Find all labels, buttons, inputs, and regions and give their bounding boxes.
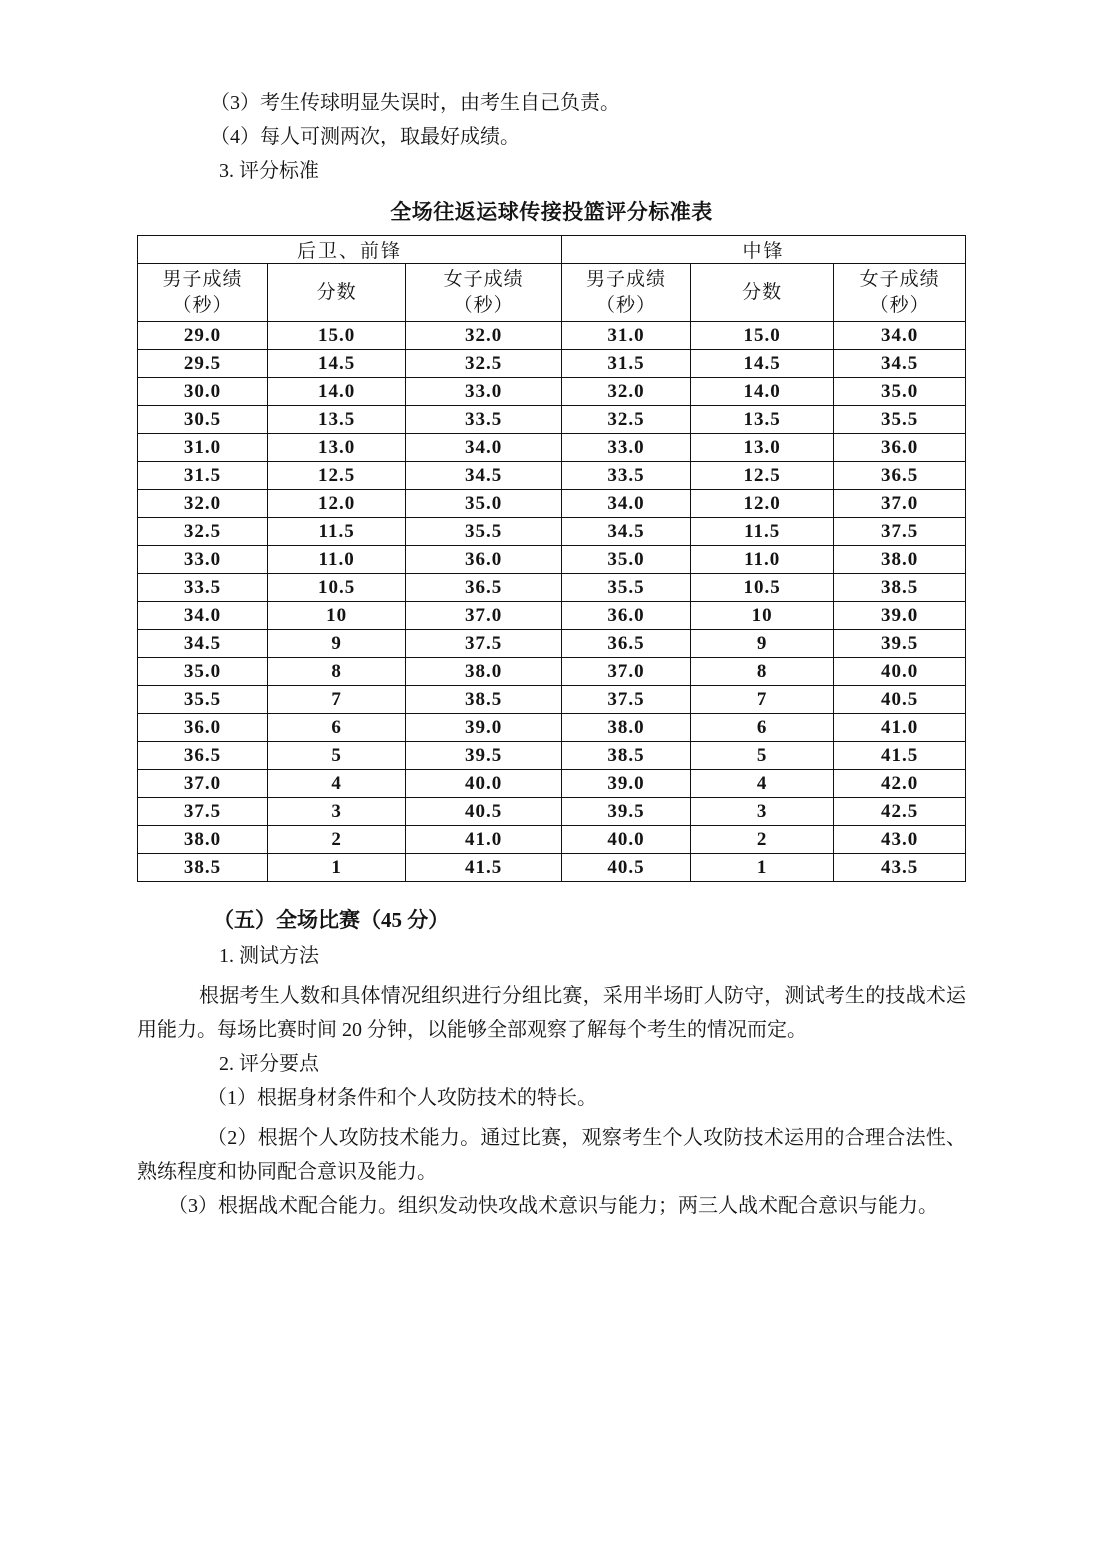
point-item-2: （2）根据个人攻防技术能力。通过比赛，观察考生个人攻防技术运用的合理合法性、熟练程度和协同配合意识及能力。 [137,1127,966,1183]
score-cell: 36.5 [834,462,966,490]
table-row [138,770,966,798]
score-cell: 33.5 [406,406,562,434]
score-cell: 40.5 [561,854,690,882]
column-header-men-score-2 [561,264,690,322]
score-cell: 33.0 [138,546,268,574]
score-cell: 35.5 [834,406,966,434]
score-cell: 9 [267,630,405,658]
score-cell: 38.0 [834,546,966,574]
score-cell: 32.0 [406,322,562,350]
column-header-text: 女子成绩 [443,268,524,290]
score-cell: 12.0 [691,490,834,518]
table-row [138,322,966,350]
score-cell: 34.0 [561,490,690,518]
score-cell: 40.5 [406,798,562,826]
score-cell: 14.0 [691,378,834,406]
score-cell: 38.5 [561,742,690,770]
score-cell: 29.5 [138,350,268,378]
column-header-unit: （秒） [172,294,233,316]
score-cell: 41.0 [834,714,966,742]
column-header-row [138,264,966,322]
score-cell: 15.0 [691,322,834,350]
score-cell: 4 [691,770,834,798]
score-cell: 14.5 [267,350,405,378]
score-cell: 38.5 [406,686,562,714]
scoring-table [137,235,966,882]
score-cell: 37.5 [406,630,562,658]
score-cell: 35.0 [406,490,562,518]
score-cell: 37.5 [138,798,268,826]
score-cell: 35.0 [138,658,268,686]
score-cell: 9 [691,630,834,658]
group-header-row [138,236,966,264]
score-cell: 42.5 [834,798,966,826]
score-cell: 37.5 [834,518,966,546]
column-header-text: 男子成绩 [585,268,666,290]
score-cell: 34.0 [834,322,966,350]
table-row [138,798,966,826]
score-cell: 2 [691,826,834,854]
column-header-text: 分数 [742,281,783,303]
score-cell: 36.0 [834,434,966,462]
score-cell: 33.0 [561,434,690,462]
score-cell: 38.0 [138,826,268,854]
column-header-text: 男子成绩 [162,268,243,290]
score-cell: 36.5 [561,630,690,658]
score-cell: 43.0 [834,826,966,854]
score-cell: 39.5 [406,742,562,770]
score-cell: 38.5 [138,854,268,882]
score-cell: 11.0 [267,546,405,574]
score-cell: 3 [691,798,834,826]
table-row [138,350,966,378]
score-cell: 39.0 [406,714,562,742]
score-cell: 36.0 [406,546,562,574]
score-cell: 35.5 [406,518,562,546]
score-cell: 39.0 [834,602,966,630]
score-cell: 1 [691,854,834,882]
score-cell: 14.0 [267,378,405,406]
score-cell: 35.0 [561,546,690,574]
score-cell: 32.5 [561,406,690,434]
score-cell: 11.5 [267,518,405,546]
table-row [138,490,966,518]
table-row [138,406,966,434]
score-cell: 8 [267,658,405,686]
table-row [138,658,966,686]
column-header-women-score-2 [834,264,966,322]
group-header-guards-forwards: 后卫、前锋 [138,236,562,264]
score-cell: 13.5 [691,406,834,434]
score-cell: 13.0 [267,434,405,462]
point-item-3: （3）根据战术配合能力。组织发动快攻战术意识与能力；两三人战术配合意识与能力。 [168,1195,938,1217]
scoring-standard-label: 3. 评分标准 [219,160,319,182]
score-cell: 6 [691,714,834,742]
score-cell: 8 [691,658,834,686]
column-header-unit: （秒） [453,294,514,316]
group-header-center: 中锋 [561,236,965,264]
score-cell: 32.5 [138,518,268,546]
column-header-points-1 [267,264,405,322]
table-row [138,434,966,462]
score-table-body [138,322,966,882]
score-cell: 14.5 [691,350,834,378]
score-cell: 12.0 [267,490,405,518]
score-cell: 39.5 [834,630,966,658]
score-cell: 37.0 [138,770,268,798]
score-cell: 2 [267,826,405,854]
score-cell: 32.5 [406,350,562,378]
method-paragraph: 根据考生人数和具体情况组织进行分组比赛，采用半场盯人防守，测试考生的技战术运用能力。每场比赛时间 20 分钟，以能够全部观察了解每个考生的情况而定。 [137,985,966,1041]
section-heading: （五）全场比赛（45 分） [213,908,450,932]
score-cell: 40.0 [834,658,966,686]
intro-line-4: （4）每人可测两次，取最好成绩。 [210,126,520,148]
score-cell: 31.5 [138,462,268,490]
column-header-text: 分数 [316,281,357,303]
score-cell: 7 [691,686,834,714]
score-cell: 4 [267,770,405,798]
column-header-unit: （秒） [869,294,930,316]
score-cell: 12.5 [267,462,405,490]
score-cell: 13.5 [267,406,405,434]
score-cell: 6 [267,714,405,742]
points-label: 2. 评分要点 [219,1053,319,1075]
score-cell: 31.0 [138,434,268,462]
score-cell: 36.0 [561,602,690,630]
table-row [138,714,966,742]
score-cell: 37.0 [561,658,690,686]
score-cell: 31.0 [561,322,690,350]
score-cell: 33.0 [406,378,562,406]
score-cell: 37.5 [561,686,690,714]
column-header-men-score-1 [138,264,268,322]
point-item-1: （1）根据身材条件和个人攻防技术的特长。 [207,1087,597,1109]
column-header-text: 女子成绩 [859,268,940,290]
score-cell: 29.0 [138,322,268,350]
score-cell: 34.5 [561,518,690,546]
score-cell: 33.5 [561,462,690,490]
score-cell: 40.0 [406,770,562,798]
score-cell: 40.0 [561,826,690,854]
score-cell: 43.5 [834,854,966,882]
table-row [138,602,966,630]
score-cell: 10.5 [267,574,405,602]
score-cell: 35.5 [561,574,690,602]
table-row [138,742,966,770]
score-cell: 33.5 [138,574,268,602]
score-cell: 34.5 [834,350,966,378]
score-cell: 7 [267,686,405,714]
score-cell: 32.0 [138,490,268,518]
score-cell: 30.5 [138,406,268,434]
score-cell: 3 [267,798,405,826]
table-row [138,462,966,490]
score-cell: 34.0 [406,434,562,462]
score-cell: 32.0 [561,378,690,406]
table-row [138,826,966,854]
table-title: 全场往返运球传接投篮评分标准表 [390,200,713,224]
score-cell: 36.5 [406,574,562,602]
score-cell: 41.0 [406,826,562,854]
method-label: 1. 测试方法 [219,945,319,967]
score-cell: 38.0 [561,714,690,742]
score-cell: 13.0 [691,434,834,462]
column-header-points-2 [691,264,834,322]
score-cell: 15.0 [267,322,405,350]
column-header-unit: （秒） [595,294,656,316]
score-cell: 35.5 [138,686,268,714]
table-row [138,518,966,546]
score-cell: 12.5 [691,462,834,490]
table-row [138,686,966,714]
score-cell: 35.0 [834,378,966,406]
score-cell: 38.5 [834,574,966,602]
score-cell: 42.0 [834,770,966,798]
table-row [138,854,966,882]
score-cell: 41.5 [406,854,562,882]
score-cell: 10 [267,602,405,630]
intro-line-3: （3）考生传球明显失误时，由考生自己负责。 [210,92,620,114]
table-header [138,236,966,322]
score-cell: 37.0 [406,602,562,630]
score-cell: 11.5 [691,518,834,546]
score-cell: 31.5 [561,350,690,378]
score-cell: 34.0 [138,602,268,630]
score-cell: 30.0 [138,378,268,406]
score-cell: 36.5 [138,742,268,770]
score-cell: 37.0 [834,490,966,518]
score-cell: 39.0 [561,770,690,798]
score-cell: 5 [691,742,834,770]
score-cell: 5 [267,742,405,770]
score-cell: 1 [267,854,405,882]
score-cell: 10 [691,602,834,630]
score-cell: 11.0 [691,546,834,574]
score-cell: 40.5 [834,686,966,714]
table-row [138,378,966,406]
table-row [138,546,966,574]
score-cell: 10.5 [691,574,834,602]
table-row [138,574,966,602]
column-header-women-score-1 [406,264,562,322]
score-cell: 38.0 [406,658,562,686]
table-row [138,630,966,658]
score-cell: 34.5 [406,462,562,490]
score-cell: 39.5 [561,798,690,826]
score-cell: 34.5 [138,630,268,658]
score-cell: 36.0 [138,714,268,742]
score-cell: 41.5 [834,742,966,770]
